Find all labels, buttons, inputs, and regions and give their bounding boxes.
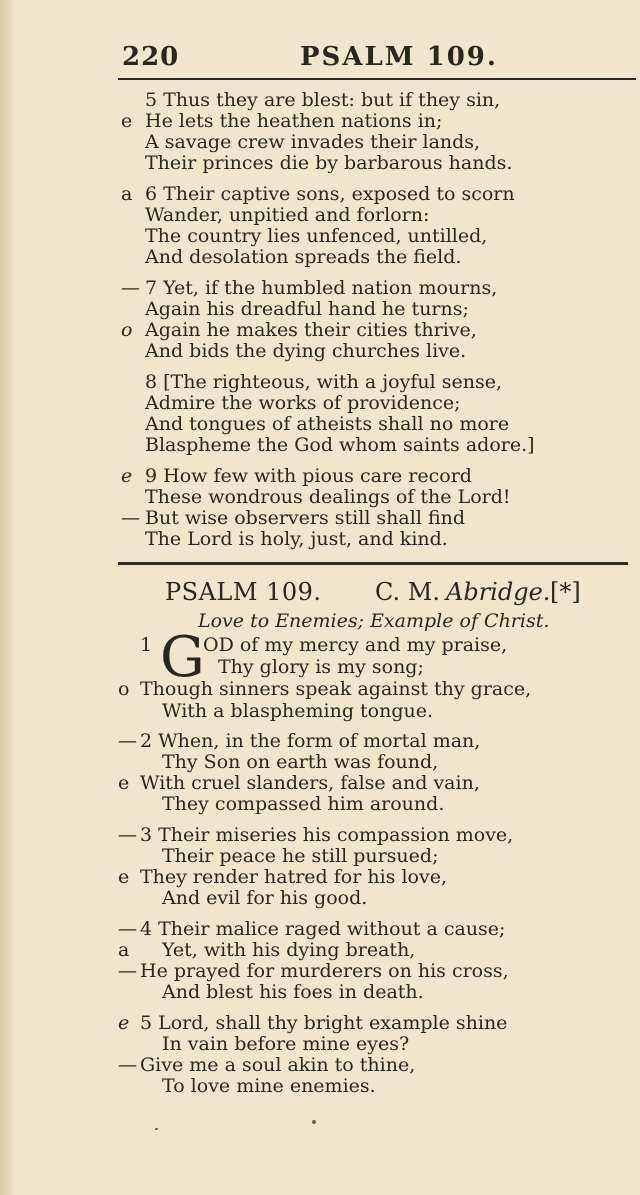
section-rule: [118, 562, 628, 565]
verse-line: 3 Their miseries his compassion move,: [140, 824, 514, 846]
verse-mark: —: [118, 730, 137, 752]
verse-line: And blest his foes in death.: [162, 981, 424, 1003]
verse-line: And tongues of atheists shall no more: [145, 413, 510, 435]
verse-mark: —: [118, 1054, 137, 1076]
page-edge: [0, 0, 14, 1195]
verse-line: They render hatred for his love,: [140, 866, 447, 888]
verse-line: But wise observers still shall find: [145, 507, 466, 529]
verse-line: With a blaspheming tongue.: [162, 700, 434, 722]
verse-line: And evil for his good.: [162, 887, 368, 909]
verse-mark: e: [121, 110, 133, 132]
verse-mark: e: [121, 465, 133, 487]
verse-line: And desolation spreads the field.: [145, 246, 462, 268]
verse-line: And bids the dying churches live.: [145, 340, 467, 362]
verse-line: With cruel slanders, false and vain,: [140, 772, 480, 794]
drop-cap: G: [160, 625, 205, 690]
psalm-meter: C. M.: [375, 578, 440, 606]
verse-mark: —: [118, 918, 137, 940]
verse-mark: e: [118, 866, 130, 888]
verse-line: Though sinners speak against thy grace,: [140, 678, 532, 700]
verse-line: Yet, with his dying breath,: [162, 939, 416, 961]
verse-line: OD of my mercy and my praise,: [203, 634, 508, 656]
verse-line: Again his dreadful hand he turns;: [145, 298, 469, 320]
page-number: 220: [122, 42, 180, 72]
verse-line: Admire the works of providence;: [145, 392, 461, 414]
psalm-subtitle: Love to Enemies; Example of Christ.: [198, 610, 550, 632]
verse-mark: o: [118, 678, 130, 700]
verse-number: 1: [140, 634, 153, 656]
verse-line: 5 Lord, shall thy bright example shine: [140, 1012, 508, 1034]
verse-line: Thy Son on earth was found,: [162, 751, 439, 773]
ink-speck: [155, 1128, 158, 1130]
verse-line: Thy glory is my song;: [218, 656, 424, 678]
verse-mark: a: [121, 183, 133, 205]
verse-mark: a: [118, 939, 130, 961]
verse-line: A savage crew invades their lands,: [145, 131, 481, 153]
verse-line: 4 Their malice raged without a cause;: [140, 918, 506, 940]
verse-line: Again he makes their cities thrive,: [145, 319, 477, 341]
verse-line: He lets the heathen nations in;: [145, 110, 443, 132]
psalm-tune: Abridge.: [446, 578, 551, 606]
verse-line: To love mine enemies.: [162, 1075, 376, 1097]
verse-line: These wondrous dealings of the Lord!: [145, 486, 511, 508]
verse-mark: —: [121, 277, 140, 299]
verse-line: They compassed him around.: [162, 793, 445, 815]
verse-line: 7 Yet, if the humbled nation mourns,: [145, 277, 498, 299]
verse-mark: —: [118, 960, 137, 982]
verse-line: Blaspheme the God whom saints adore.]: [145, 434, 535, 456]
verse-line: Give me a soul akin to thine,: [140, 1054, 416, 1076]
verse-line: The Lord is holy, just, and kind.: [145, 528, 448, 550]
verse-line: Their peace he still pursued;: [162, 845, 439, 867]
verse-line: The country lies unfenced, untilled,: [145, 225, 488, 247]
verse-line: 5 Thus they are blest: but if they sin,: [145, 89, 501, 111]
verse-line: 9 How few with pious care record: [145, 465, 472, 487]
verse-line: Their princes die by barbarous hands.: [145, 152, 513, 174]
psalm-title: PSALM 109.: [165, 578, 322, 606]
psalm-reference: [*]: [550, 578, 581, 606]
running-title: PSALM 109.: [300, 42, 498, 72]
verse-line: Wander, unpitied and forlorn:: [145, 204, 430, 226]
header-rule: [118, 78, 636, 80]
verse-line: 8 [The righteous, with a joyful sense,: [145, 371, 503, 393]
verse-line: In vain before mine eyes?: [162, 1033, 410, 1055]
verse-line: 2 When, in the form of mortal man,: [140, 730, 481, 752]
verse-mark: —: [118, 824, 137, 846]
verse-line: 6 Their captive sons, exposed to scorn: [145, 183, 515, 205]
verse-line: He prayed for murderers on his cross,: [140, 960, 509, 982]
verse-mark: —: [121, 507, 140, 529]
ink-speck: [312, 1120, 316, 1124]
verse-mark: o: [121, 319, 133, 341]
verse-mark: e: [118, 1012, 130, 1034]
verse-mark: e: [118, 772, 130, 794]
